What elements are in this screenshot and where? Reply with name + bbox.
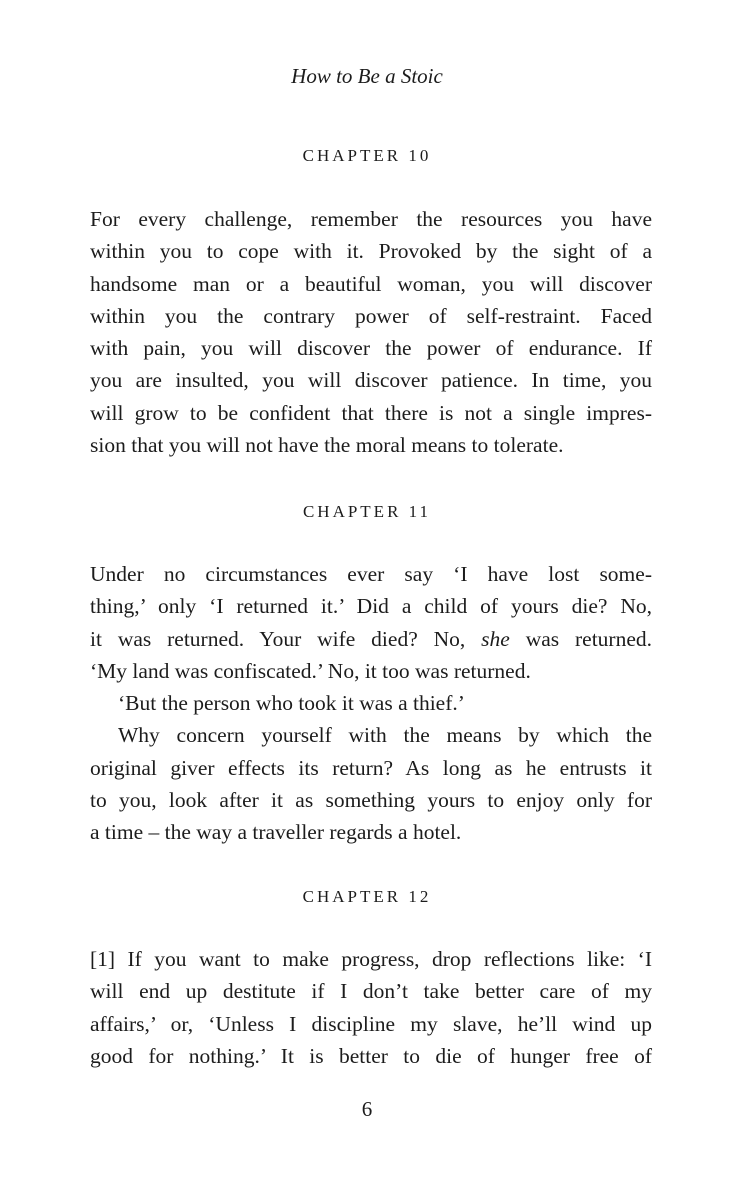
- text-line: sion that you will not have the moral means to tolerate.: [90, 433, 564, 458]
- chapter-paragraph: [90, 943, 652, 1072]
- text-line: For every challenge, remember the resources you have: [90, 207, 652, 231]
- text-segment: was returned.: [525, 626, 652, 651]
- text-line: handsome man or a beautiful woman, you will discover: [90, 271, 652, 296]
- text-line: will grow to be confident that there is not a single impres-: [90, 400, 652, 425]
- text-line: good for nothing.’ It is better to die of hunger free of: [90, 1043, 652, 1068]
- page-number: 6: [361, 1097, 373, 1121]
- text-line: you are insulted, you will discover patience. In time, you: [90, 368, 652, 393]
- text-line: Why concern yourself with the means by which the: [118, 723, 652, 748]
- text-line: thing,’ only ‘I returned it.’ Did a child of yours die? No,: [90, 594, 652, 619]
- text-line: affairs,’ or, ‘Unless I discipline my slave, he’ll wind up: [90, 1011, 652, 1036]
- text-segment: it was returned. Your wife died? No,: [90, 626, 466, 651]
- text-line: within you the contrary power of self-restraint. Faced: [90, 303, 652, 328]
- text-line: will end up destitute if I don’t take better care of my: [90, 979, 652, 1004]
- text-line: within you to cope with it. Provoked by the sight of a: [90, 239, 652, 264]
- chapter-heading: CHAPTER 12: [302, 887, 432, 906]
- text-line: original giver effects its return? As long as he entrusts it: [90, 755, 652, 780]
- chapter-heading: CHAPTER 10: [302, 146, 432, 165]
- chapter-paragraph: [90, 203, 652, 461]
- text-line: [1] If you want to make progress, drop reflections like: ‘I: [90, 947, 652, 971]
- text-line: with pain, you will discover the power of endurance. If: [90, 336, 652, 361]
- text-line: a time – the way a traveller regards a hotel.: [90, 820, 462, 845]
- text-line: [90, 623, 652, 655]
- text-line: ‘My land was confiscated.’ No, it too was returned.: [90, 658, 531, 683]
- chapter-paragraph: [90, 558, 652, 849]
- text-line: ‘But the person who took it was a thief.’: [118, 691, 465, 716]
- emphasis: she: [481, 626, 510, 651]
- text-line: Under no circumstances ever say ‘I have lost some-: [90, 562, 652, 586]
- running-head: How to Be a Stoic: [291, 64, 443, 88]
- text-line: to you, look after it as something yours to enjoy only for: [90, 788, 652, 813]
- chapter-heading: CHAPTER 11: [302, 502, 432, 521]
